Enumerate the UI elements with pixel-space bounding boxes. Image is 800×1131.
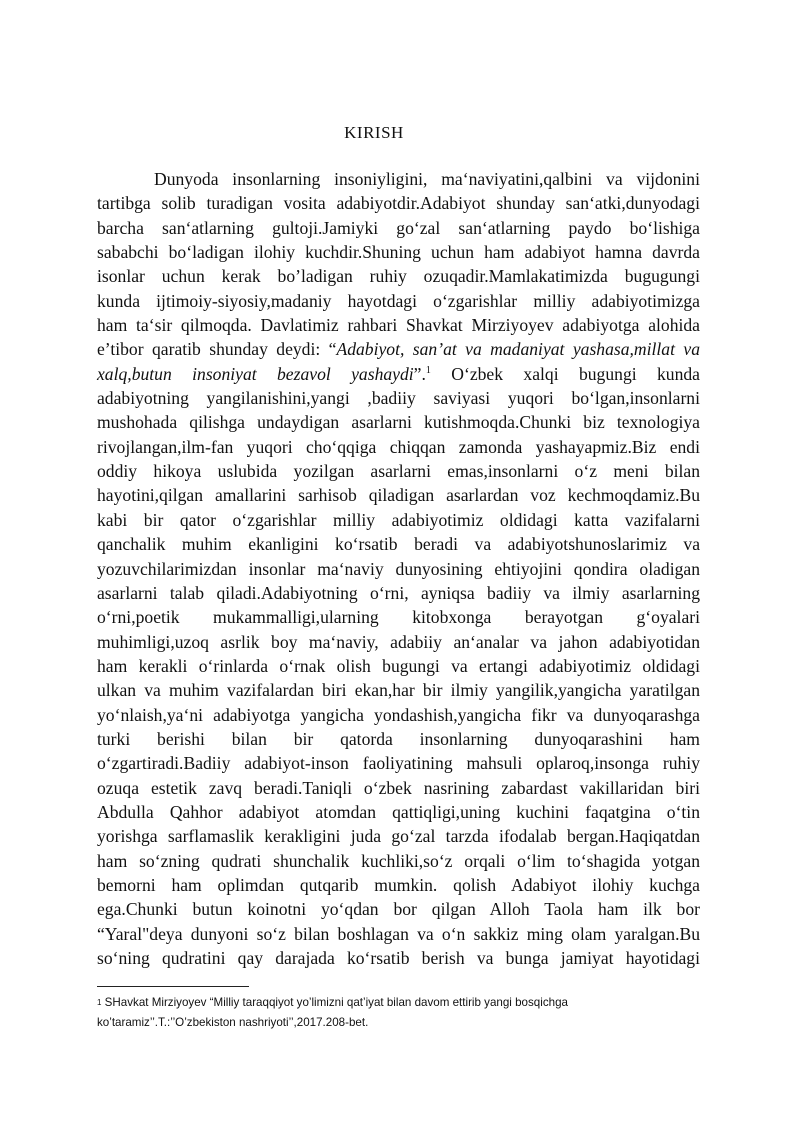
text-line: Dunyoda insonlarning insoniyligini, ma‘naviyatini,qalbini va vijdonini [154,169,700,189]
text-line: ham kerakli o‘rinlarda o‘rnak olish bugungi va ertangi adabiyotimiz oldidagi [97,655,700,676]
text-line: “Yaral"deya dunyoni so‘z bilan boshlagan va o‘n sakkiz ming olam yaralgan.Bu [97,923,700,944]
text-line: kabi bir qator o‘zgarishlar milliy adabiyotimiz oldidagi katta vazifalarni [97,509,700,530]
text-line: qanchalik muhim ekanligini ko‘rsatib beradi va adabiyotshunoslarimiz va [97,534,700,555]
text-line: sababchi bo‘ladigan ilohiy kuchdir.Shuning uchun ham adabiyot hamna davrda [97,242,700,263]
title-text: KIRISH [344,123,404,142]
body-paragraph [97,167,700,970]
quote-italic: Adabiyot, san’at va madaniyat yashasa,millat va [336,339,700,360]
quote-line-2 [97,362,700,386]
footnote [97,993,700,1032]
quote-line [97,337,700,361]
text-line: rivojlangan,ilm-fan yuqori cho‘qqiga chiqqan zamonda yashayapmiz.Biz endi [97,436,700,457]
text-line: o‘rni,poetik mukammalligi,ularning kitobxonga berayotgan g‘oyalari [97,607,700,628]
footnote-reference[interactable]: 1 [425,364,431,376]
text-line: yo‘nlaish,ya‘ni adabiyotga yangicha yondashish,yangicha fikr va dunyoqarashga [97,704,700,725]
text-line: oddiy hikoya uslubida yozilgan asarlarni emas,insonlarni o‘z meni bilan [97,461,700,482]
text-line: turki berishi bilan bir qatorda insonlarning dunyoqarashini ham [97,728,700,749]
text-line: asarlarni talab qiladi.Adabiyotning o‘rni, ayniqsa badiiy va ilmiy asarlarning [97,582,700,603]
footnote-marker: 1 [97,998,102,1007]
text-line: isonlar uchun kerak bo’ladigan ruhiy ozuqadir.Mamlakatimizda bugugungi [97,266,700,287]
footnote-separator [97,986,249,987]
text-line: yozuvchilarimizdan insonlar ma‘naviy dunyosining ehtiyojini qondira oladigan [97,558,700,579]
text-line: muhimligi,uzoq asrlik boy ma‘naviy, adabiiy an‘analar va jahon adabiyotidan [97,631,700,652]
text-line: adabiyotning yangilanishini,yangi ,badiiy saviyasi yuqori bo‘lgan,insonlarni [97,388,700,409]
text-line: ham ta‘sir qilmoqda. Davlatimiz rahbari Shavkat Mirziyoyev adabiyotga alohida [97,315,700,336]
text-line: bemorni ham oplimdan qutqarib mumkin. qolish Adabiyot ilohiy kuchga [97,874,700,895]
text-line: kunda ijtimoiy-siyosiy,madaniy hayotdagi o‘zgarishlar milliy adabiyotimizga [97,290,700,311]
quote-close: ”. [413,363,426,384]
text-line: ulkan va muhim vazifalardan biri ekan,har bir ilmiy yangilik,yangicha yaratilgan [97,680,700,701]
text-line: yorishga sarflamaslik kerakligini juda go‘zal tarzda ifodalab bergan.Haqiqatdan [97,826,700,847]
footnote-line-2: ko’taramiz’’.T.:’’O’zbekiston nashriyoti’’,2017.208-bet. [97,1016,369,1029]
text-line: mushohada qilishga undaydigan asarlarni kutishmoqda.Chunki biz texnologiya [97,412,700,433]
page-title [0,123,800,143]
footnote-text-1: SHavkat Mirziyoyev “Milliy taraqqiyot yo’limizni qat’iyat bilan davom ettirib yangi bosqichga [101,996,568,1009]
footnote-line-1 [97,993,700,1013]
text-line: ozuqa estetik zavq beradi.Taniqli o‘zbek nasrining zabardast vakillaridan biri [97,777,700,798]
text-line: barcha san‘atlarning gultoji.Jamiyki go‘zal san‘atlarning paydo bo‘lishiga [97,217,700,238]
text-line: Abdulla Qahhor adabiyot atomdan qattiqligi,uning kuchini faqatgina o‘tin [97,801,700,822]
text-line: so‘ning qudratini qay darajada ko‘rsatib berish va bunga jamiyat hayotidagi [97,948,700,968]
text-line: o‘zgartiradi.Badiiy adabiyot-inson faoliyatining mahsuli oplaroq,insonga ruhiy [97,753,700,774]
text-line: tartibga solib turadigan vosita adabiyotdir.Adabiyot shunday san‘atki,dunyodagi [97,193,700,214]
quote-intro: e’tibor qaratib shunday deydi: “ [97,339,337,360]
quote-rest: O‘zbek xalqi bugungi kunda [430,363,700,384]
quote-italic-2: xalq,butun insoniyat bezavol yashaydi [97,363,414,384]
text-line: ham so‘zning qudrati shunchalik kuchliki,so‘z orqali o‘lim to‘shagida yotgan [97,850,700,871]
text-line: hayotini,qilgan amallarini sarhisob qiladigan asarlardan voz kechmoqdamiz.Bu [97,485,700,506]
text-line: ega.Chunki butun koinotni yo‘qdan bor qilgan Alloh Taola ham ilk bor [97,899,700,920]
